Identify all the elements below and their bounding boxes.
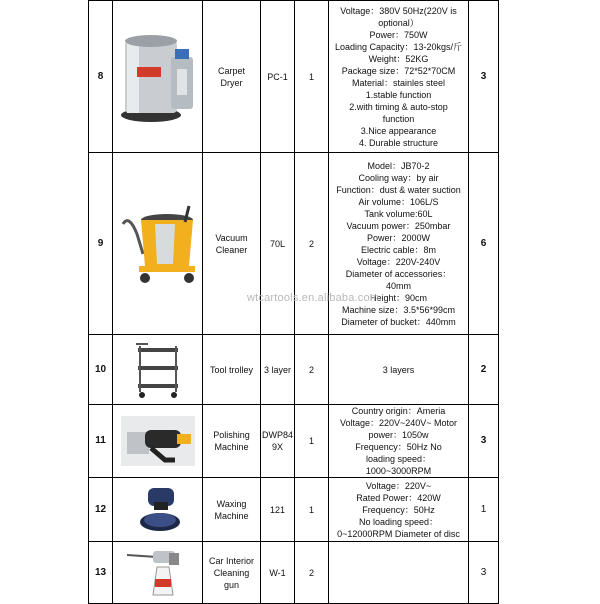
product-name: Carpet Dryer [203, 1, 261, 153]
table-row [89, 1, 499, 153]
product-model: PC-1 [261, 1, 295, 153]
row-number: 8 [89, 1, 113, 153]
product-spec: Voltage：220V~ Rated Power：420W Frequency：50Hz No loading speed： 0~12000RPM Diameter of disc [329, 478, 469, 542]
row-number: 9 [89, 153, 113, 335]
row-last-value: 3 [469, 405, 499, 478]
table-row [89, 405, 499, 478]
product-spec: Country origin：Ameria Voltage：220V~240V~ Motor power：1050w Frequency：50Hz No loading speed： 1000~3000RPM [329, 405, 469, 478]
product-model: W-1 [261, 542, 295, 604]
table-row [89, 542, 499, 604]
product-model: 3 layer [261, 335, 295, 405]
row-last-value: 6 [469, 153, 499, 335]
product-qty: 2 [295, 335, 329, 405]
product-model: 70L [261, 153, 295, 335]
product-qty: 1 [295, 405, 329, 478]
polishing-machine-photo [113, 405, 203, 478]
row-last-value: 3 [469, 542, 499, 604]
product-model: DWP84 9X [261, 405, 295, 478]
product-qty: 1 [295, 1, 329, 153]
row-number: 12 [89, 478, 113, 542]
product-spec: Voltage：380V 50Hz(220V is optional） Power：750W Loading Capacity：13-20kgs/斤 Weight：52KG Package size：72*52*70CM Material：stainles steel 1.stable function 2.with timing & auto-stop function 3.Nice appearance 4. Durable structure [329, 1, 469, 153]
product-name: Car Interior Cleaning gun [203, 542, 261, 604]
table-row [89, 335, 499, 405]
row-number: 10 [89, 335, 113, 405]
product-qty: 2 [295, 542, 329, 604]
product-name: Vacuum Cleaner [203, 153, 261, 335]
carpet-dryer-photo [113, 1, 203, 153]
row-last-value: 3 [469, 1, 499, 153]
product-spec: 3 layers [329, 335, 469, 405]
row-number: 13 [89, 542, 113, 604]
waxing-machine-photo [113, 478, 203, 542]
row-number: 11 [89, 405, 113, 478]
row-last-value: 1 [469, 478, 499, 542]
product-model: 121 [261, 478, 295, 542]
vacuum-cleaner-photo [113, 153, 203, 335]
table-row [89, 478, 499, 542]
product-qty: 1 [295, 478, 329, 542]
product-spec [329, 542, 469, 604]
tool-trolley-photo [113, 335, 203, 405]
product-name: Waxing Machine [203, 478, 261, 542]
watermark: wtcartools.en.alibaba.com [247, 292, 380, 304]
cleaning-gun-photo [113, 542, 203, 604]
product-name: Polishing Machine [203, 405, 261, 478]
row-last-value: 2 [469, 335, 499, 405]
product-name: Tool trolley [203, 335, 261, 405]
product-spec: Model：JB70-2 Cooling way：by air Function：dust & water suction Air volume：106L/S Tank volume:60L Vacuum power：250mbar Power：2000W Electric cable：8m Voltage：220V-240V Diameter of accessories： 40mm Height：90cm Machine size：3.5*56*99cm Diameter of bucket：440mm [329, 153, 469, 335]
table-row [89, 153, 499, 335]
product-qty: 2 [295, 153, 329, 335]
